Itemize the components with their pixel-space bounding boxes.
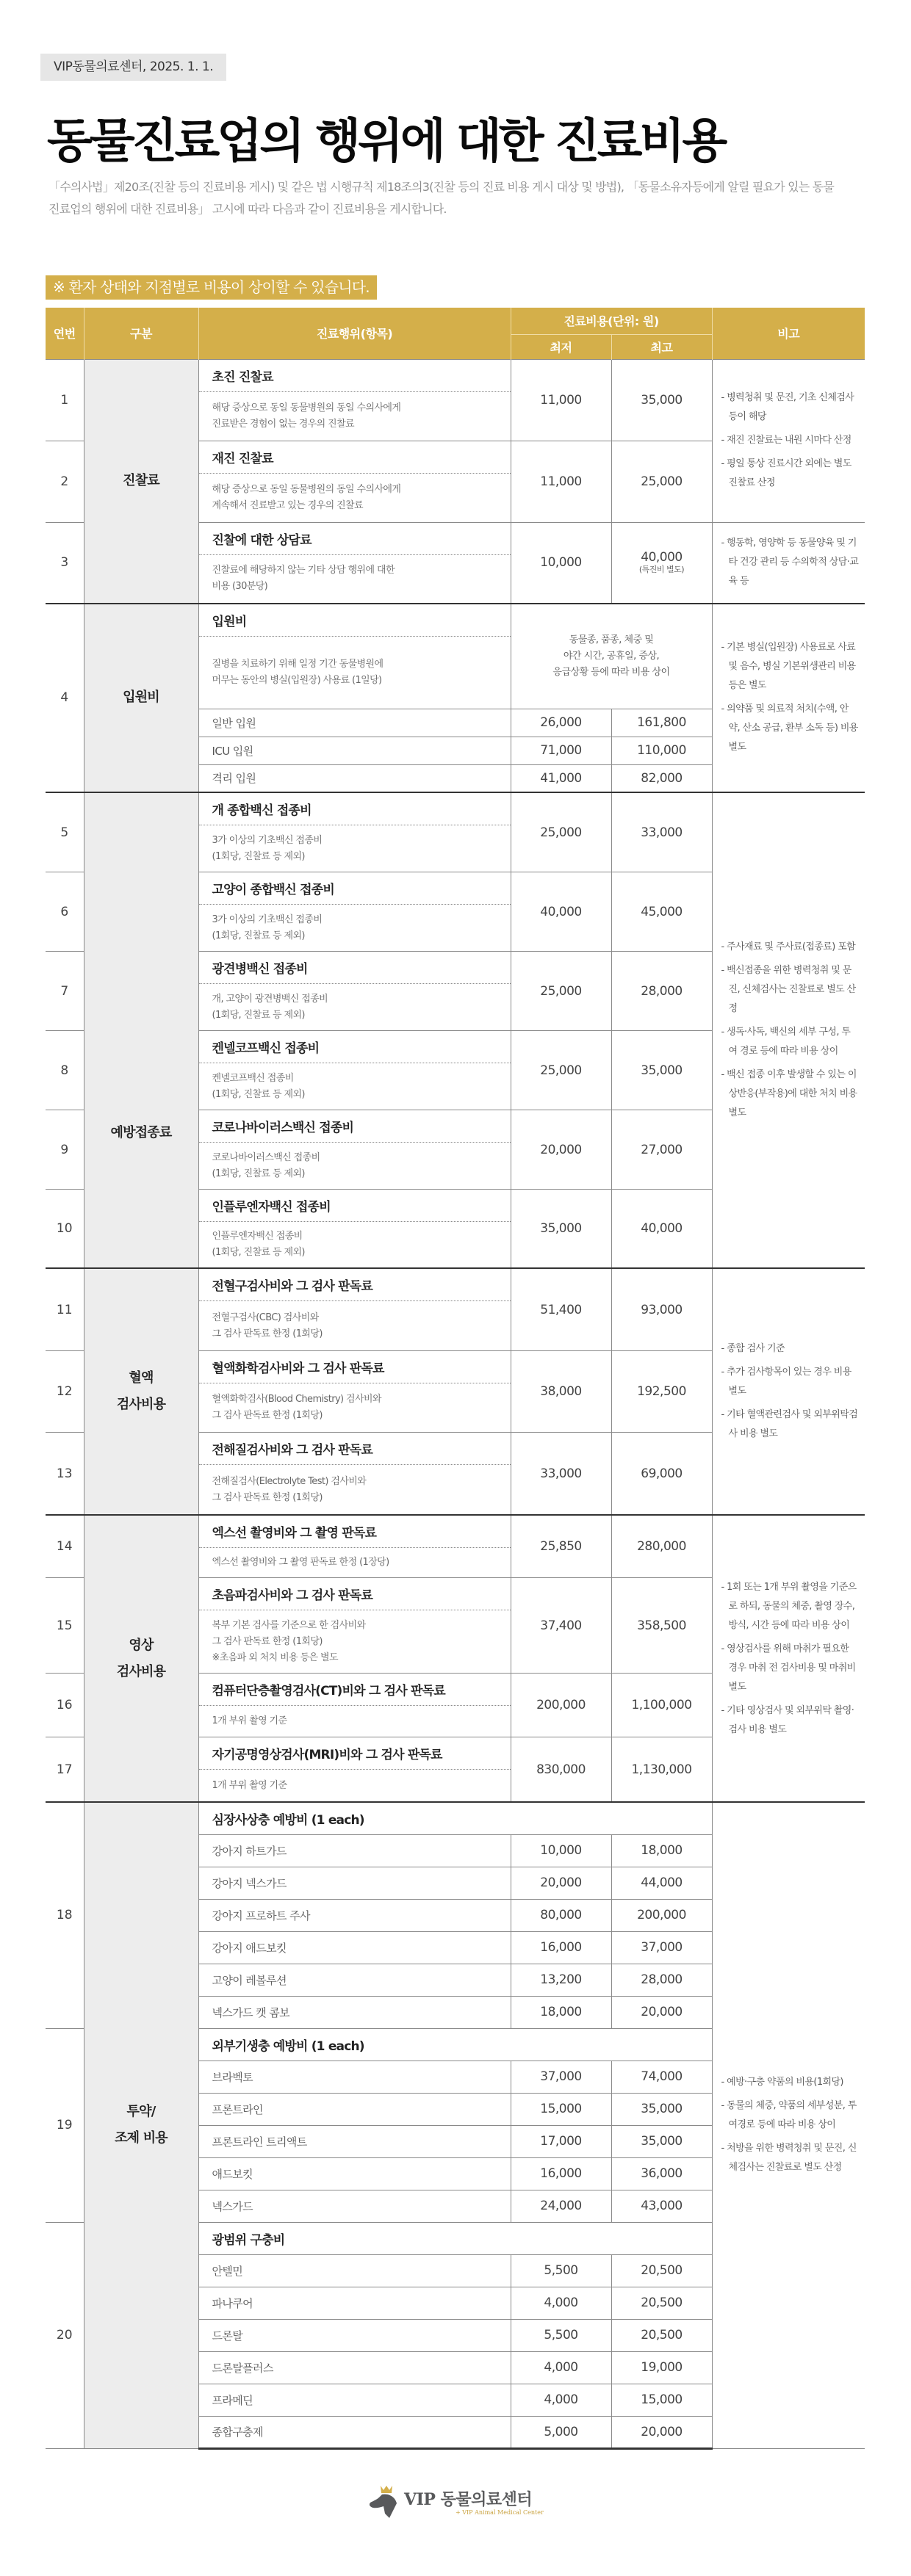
- max-cost: 161,800: [611, 709, 712, 737]
- sub-item-name: 안텔민: [198, 2254, 511, 2287]
- sub-item-name: 드론탈플러스: [198, 2351, 511, 2384]
- item-title: 진찰에 대한 상담료: [199, 523, 511, 555]
- min-cost: 16,000: [511, 2157, 611, 2190]
- min-cost: 11,000: [511, 441, 611, 522]
- max-cost: 37,000: [611, 1931, 712, 1964]
- logo-name: VIP 동물의료센터: [404, 2490, 533, 2509]
- item-title: 컴퓨터단층촬영검사(CT)비와 그 검사 판독료: [199, 1674, 511, 1706]
- remarks-cell: - 1회 또는 1개 부위 촬영을 기준으로 하되, 동물의 체중, 촬영 장수, 방식, 시간 등에 따라 비용 상이 - 영상검사를 위해 마취가 필요한 경우 마취 전 검사비용 및 마취비 별도 - 기타 영상검사 및 외부위탁 촬영·검사 비용 별도: [712, 1515, 865, 1802]
- max-cost: 358,500: [611, 1578, 712, 1674]
- sub-item-name: 드론탈: [198, 2319, 511, 2351]
- item-desc: 1개 부위 촬영 기준: [212, 1715, 287, 1726]
- item-desc: 엑스선 촬영비와 그 촬영 판독료 한정 (1장당): [212, 1557, 389, 1568]
- min-cost: 4,000: [511, 2384, 611, 2416]
- min-cost: 4,000: [511, 2351, 611, 2384]
- max-cost: 1,130,000: [611, 1737, 712, 1803]
- group-title: 심장사상충 예방비 (1 each): [198, 1802, 712, 1834]
- min-cost: 37,400: [511, 1578, 611, 1674]
- item-cell: [198, 1031, 511, 1110]
- remarks-cell: - 병력청취 및 문진, 기초 신체검사 등이 해당 - 재진 진찰료는 내원 시마다 산정 - 평일 통상 진료시간 외에는 별도 진찰료 산정: [712, 359, 865, 522]
- max-cost: 192,500: [611, 1351, 712, 1433]
- max-cost: 40,000 (특진비 별도): [611, 522, 712, 604]
- header-no: 연번: [46, 308, 84, 359]
- item-title: 고양이 종합백신 접종비: [199, 872, 511, 905]
- row-number: 13: [46, 1433, 84, 1516]
- sub-item-name: 일반 입원: [198, 709, 511, 737]
- item-cell: [198, 359, 511, 441]
- max-cost: 33,000: [611, 792, 712, 872]
- item-cell: [198, 1515, 511, 1578]
- min-cost: 51,400: [511, 1268, 611, 1351]
- row-number: 19: [46, 2028, 84, 2222]
- category-cell: 입원비: [84, 604, 198, 793]
- header-min: 최저: [511, 334, 611, 359]
- logo-subtitle: + VIP Animal Medical Center: [455, 2509, 544, 2516]
- row-number: 16: [46, 1674, 84, 1737]
- row-number: 10: [46, 1190, 84, 1269]
- notice-banner: ※ 환자 상태와 지점별로 비용이 상이할 수 있습니다.: [46, 275, 377, 300]
- header-max: 최고: [611, 334, 712, 359]
- row-number: 12: [46, 1351, 84, 1433]
- fee-table: [46, 308, 865, 2450]
- item-title: 켄넬코프백신 접종비: [199, 1031, 511, 1063]
- min-cost: 200,000: [511, 1674, 611, 1737]
- min-cost: 5,500: [511, 2319, 611, 2351]
- row-number: 4: [46, 604, 84, 793]
- min-cost: 40,000: [511, 872, 611, 952]
- item-cell: [198, 1578, 511, 1674]
- item-desc: 진찰료에 해당하지 않는 기타 상담 행위에 대한 비용 (30분당): [212, 565, 395, 592]
- header-item: 진료행위(항목): [198, 308, 511, 359]
- max-cost: 280,000: [611, 1515, 712, 1578]
- row-number: 5: [46, 792, 84, 872]
- item-cell: [198, 872, 511, 952]
- item-title: 혈액화학검사비와 그 검사 판독료: [199, 1351, 511, 1383]
- row-number: 15: [46, 1578, 84, 1674]
- min-cost: 20,000: [511, 1110, 611, 1190]
- table-row: [46, 359, 865, 441]
- min-cost: 35,000: [511, 1190, 611, 1269]
- sub-item-name: 강아지 하트가드: [198, 1834, 511, 1867]
- item-title: 코로나바이러스백신 접종비: [199, 1110, 511, 1143]
- item-desc: 켄넬코프백신 접종비 (1회당, 진찰료 등 제외): [212, 1072, 305, 1100]
- max-cost: 20,500: [611, 2254, 712, 2287]
- max-cost: 40,000: [611, 1190, 712, 1269]
- table-row: [46, 1268, 865, 1351]
- table-row: [46, 604, 865, 709]
- min-cost: 25,000: [511, 1031, 611, 1110]
- max-cost: 25,000: [611, 441, 712, 522]
- row-number: 14: [46, 1515, 84, 1578]
- max-cost: 27,000: [611, 1110, 712, 1190]
- max-cost: 93,000: [611, 1268, 712, 1351]
- max-cost: 35,000: [611, 1031, 712, 1110]
- max-cost: 20,500: [611, 2319, 712, 2351]
- row-number: 1: [46, 359, 84, 441]
- dog-crown-logo-icon: [367, 2484, 400, 2522]
- group-title-row: [46, 1802, 865, 1834]
- min-cost: 17,000: [511, 2125, 611, 2157]
- max-cost: 18,000: [611, 1834, 712, 1867]
- max-cost: 35,000: [611, 2093, 712, 2125]
- row-number: 8: [46, 1031, 84, 1110]
- row-number: 2: [46, 441, 84, 522]
- item-desc: 1개 부위 촬영 기준: [212, 1779, 287, 1791]
- item-cell: [198, 1268, 511, 1351]
- item-desc: 3가 이상의 기초백신 접종비 (1회당, 진찰료 등 제외): [212, 834, 323, 862]
- min-cost: 33,000: [511, 1433, 611, 1516]
- sub-item-name: 강아지 프로하트 주사: [198, 1899, 511, 1931]
- item-desc: 혈액화학검사(Blood Chemistry) 검사비와 그 검사 판독료 한정 (1회당): [212, 1394, 381, 1421]
- intro-text: 「수의사법」제20조(진찰 등의 진료비용 게시) 및 같은 법 시행규칙 제18조의3(진찰 등의 진료 비용 게시 대상 및 방법), 「동물소유자등에게 알릴 필요가 있는 동물진료업의 행위에 대한 진료비용」 고시에 따라 다음과 같이 진료비용을 게시합니다.: [48, 180, 834, 216]
- max-cost: 35,000: [611, 359, 712, 441]
- cost-range-note: 동물종, 품종, 체중 및 야간 시간, 공휴일, 증상, 응급상황 등에 따라 비용 상이: [511, 604, 712, 709]
- row-number: 3: [46, 522, 84, 604]
- max-cost: 20,500: [611, 2287, 712, 2319]
- min-cost: 4,000: [511, 2287, 611, 2319]
- footer-logo: [367, 2484, 558, 2522]
- max-cost: 200,000: [611, 1899, 712, 1931]
- category-cell: 투약/ 조제 비용: [84, 1802, 198, 2448]
- header-category: 구분: [84, 308, 198, 359]
- row-number: 6: [46, 872, 84, 952]
- item-title: 인플루엔자백신 접종비: [199, 1190, 511, 1222]
- max-cost: 1,100,000: [611, 1674, 712, 1737]
- max-cost: 43,000: [611, 2190, 712, 2222]
- category-cell: 예방접종료: [84, 792, 198, 1268]
- item-title: 전해질검사비와 그 검사 판독료: [199, 1433, 511, 1465]
- min-cost: 16,000: [511, 1931, 611, 1964]
- item-cell: [198, 1110, 511, 1190]
- item-cell: [198, 1351, 511, 1433]
- max-cost: 36,000: [611, 2157, 712, 2190]
- sub-item-name: 강아지 애드보킷: [198, 1931, 511, 1964]
- category-cell: 혈액 검사비용: [84, 1268, 198, 1515]
- special-fee-note: (특진비 별도): [638, 565, 685, 574]
- sub-item-name: 프론트라인 트리액트: [198, 2125, 511, 2157]
- min-cost: 5,500: [511, 2254, 611, 2287]
- item-desc: 3가 이상의 기초백신 접종비 (1회당, 진찰료 등 제외): [212, 913, 323, 941]
- sub-item-name: 파나쿠어: [198, 2287, 511, 2319]
- min-cost: 25,000: [511, 952, 611, 1031]
- max-cost: 19,000: [611, 2351, 712, 2384]
- item-cell: [198, 792, 511, 872]
- item-cell: [198, 1190, 511, 1269]
- sub-item-name: 넥스가드: [198, 2190, 511, 2222]
- remarks-cell: - 행동학, 영양학 등 동물양육 및 기타 건강 관리 등 수의학적 상담·교육 등: [712, 522, 865, 604]
- item-desc: 해당 증상으로 동일 동물병원의 동일 수의사에게 진료받은 경험이 없는 경우의 진찰료: [212, 402, 401, 430]
- min-cost: 41,000: [511, 764, 611, 792]
- min-cost: 11,000: [511, 359, 611, 441]
- min-cost: 830,000: [511, 1737, 611, 1803]
- ultrasound-footnote: ※초음파 외 처치 비용 등은 별도: [212, 1651, 338, 1663]
- item-title: 입원비: [199, 604, 511, 637]
- remarks-cell: - 종합 검사 기준 - 추가 검사항목이 있는 경우 비용 별도 - 기타 혈액관련검사 및 외부위탁검사 비용 별도: [712, 1268, 865, 1515]
- item-title: 재진 진찰료: [199, 441, 511, 474]
- row-number: 11: [46, 1268, 84, 1351]
- max-cost: 69,000: [611, 1433, 712, 1516]
- item-desc: 전혈구검사(CBC) 검사비와 그 검사 판독료 한정 (1회당): [212, 1311, 323, 1339]
- item-title: 초진 진찰료: [199, 360, 511, 392]
- item-cell: [198, 1674, 511, 1737]
- min-cost: 20,000: [511, 1867, 611, 1899]
- item-cell: [198, 952, 511, 1031]
- group-title: 광범위 구충비: [198, 2222, 712, 2254]
- item-title: 자기공명영상검사(MRI)비와 그 검사 판독료: [199, 1737, 511, 1770]
- sub-item-name: 브라벡토: [198, 2061, 511, 2093]
- min-cost: 13,200: [511, 1964, 611, 1996]
- sub-item-name: 프론트라인: [198, 2093, 511, 2125]
- sub-item-name: 고양이 레볼루션: [198, 1964, 511, 1996]
- min-cost: 80,000: [511, 1899, 611, 1931]
- min-cost: 25,850: [511, 1515, 611, 1578]
- item-title: 엑스선 촬영비와 그 촬영 판독료: [199, 1516, 511, 1548]
- item-cell: [198, 1737, 511, 1803]
- item-title: 초음파검사비와 그 검사 판독료: [199, 1578, 511, 1610]
- item-cell: [198, 1433, 511, 1516]
- max-cost: 74,000: [611, 2061, 712, 2093]
- table-row: [46, 792, 865, 872]
- page-title: 동물진료업의 행위에 대한 진료비용: [47, 115, 725, 169]
- row-number: 7: [46, 952, 84, 1031]
- sub-item-name: 격리 입원: [198, 764, 511, 792]
- sub-item-name: 넥스가드 캣 콤보: [198, 1996, 511, 2028]
- item-desc: 해당 증상으로 동일 동물병원의 동일 수의사에게 계속해서 진료받고 있는 경우의 진찰료: [212, 483, 401, 511]
- sub-item-name: ICU 입원: [198, 737, 511, 764]
- item-cell: [198, 604, 511, 709]
- remarks-cell: - 예방·구충 약품의 비용(1회당) - 동물의 체중, 약품의 세부성분, 투여경로 등에 따라 비용 상이 - 처방을 위한 병력청취 및 문진, 신체검사는 진찰료로 별도 산정: [712, 1802, 865, 2448]
- max-cost: 110,000: [611, 737, 712, 764]
- item-desc: 개, 고양이 광견병백신 접종비 (1회당, 진찰료 등 제외): [212, 993, 328, 1021]
- min-cost: 38,000: [511, 1351, 611, 1433]
- table-row: [46, 1515, 865, 1578]
- min-cost: 26,000: [511, 709, 611, 737]
- max-cost: 20,000: [611, 2416, 712, 2448]
- max-cost: 45,000: [611, 872, 712, 952]
- row-number: 9: [46, 1110, 84, 1190]
- row-number: 20: [46, 2222, 84, 2448]
- min-cost: 25,000: [511, 792, 611, 872]
- min-cost: 37,000: [511, 2061, 611, 2093]
- item-desc: 코로나바이러스백신 접종비 (1회당, 진찰료 등 제외): [212, 1151, 320, 1179]
- date-badge: VIP동물의료센터, 2025. 1. 1.: [40, 54, 226, 81]
- max-cost: 44,000: [611, 1867, 712, 1899]
- remarks-cell: - 기본 병실(입원장) 사용료로 사료 및 음수, 병실 기본위생관리 비용 등은 별도 - 의약품 및 의료적 처치(수액, 안약, 산소 공급, 환부 소독 등) 비용 별도: [712, 604, 865, 793]
- min-cost: 15,000: [511, 2093, 611, 2125]
- category-cell: 영상 검사비용: [84, 1515, 198, 1802]
- sub-item-name: 프라메딘: [198, 2384, 511, 2416]
- max-cost: 28,000: [611, 952, 712, 1031]
- sub-item-name: 강아지 넥스가드: [198, 1867, 511, 1899]
- max-cost: 20,000: [611, 1996, 712, 2028]
- group-title: 외부기생충 예방비 (1 each): [198, 2028, 712, 2061]
- item-title: 전혈구검사비와 그 검사 판독료: [199, 1269, 511, 1301]
- sub-item-name: 종합구충제: [198, 2416, 511, 2448]
- item-cell: [198, 522, 511, 604]
- item-title: 개 종합백신 접종비: [199, 793, 511, 825]
- item-desc: 인플루엔자백신 접종비 (1회당, 진찰료 등 제외): [212, 1231, 305, 1258]
- min-cost: 10,000: [511, 1834, 611, 1867]
- max-cost: 35,000: [611, 2125, 712, 2157]
- item-desc: 질병을 치료하기 위해 일정 기간 동물병원에 머무는 동안의 병실(입원장) 사용료 (1일당): [212, 658, 384, 686]
- item-desc: 전해질검사(Electrolyte Test) 검사비와 그 검사 판독료 한정 (1회당): [212, 1475, 367, 1503]
- row-number: 18: [46, 1802, 84, 2028]
- max-cost: 82,000: [611, 764, 712, 792]
- item-desc: 복부 기본 검사를 기준으로 한 검사비와 그 검사 판독료 한정 (1회당) ※초음파 외 처치 비용 등은 별도: [212, 1619, 366, 1663]
- min-cost: 24,000: [511, 2190, 611, 2222]
- max-cost: 28,000: [611, 1964, 712, 1996]
- item-title: 광견병백신 접종비: [199, 952, 511, 984]
- header-cost: 진료비용(단위: 원): [511, 308, 712, 334]
- max-cost: 15,000: [611, 2384, 712, 2416]
- header-note: 비고: [712, 308, 865, 359]
- category-cell: 진찰료: [84, 359, 198, 604]
- min-cost: 71,000: [511, 737, 611, 764]
- remarks-cell: - 주사재료 및 주사료(접종료) 포함 - 백신접종을 위한 병력청취 및 문진, 신체검사는 진찰료로 별도 산정 - 생독·사독, 백신의 세부 구성, 투여 경로 등에 따라 비용 상이 - 백신 접종 이후 발생할 수 있는 이상반응(부작용)에 대한 처치 비용 별도: [712, 792, 865, 1268]
- row-number: 17: [46, 1737, 84, 1803]
- item-cell: [198, 441, 511, 522]
- min-cost: 18,000: [511, 1996, 611, 2028]
- min-cost: 5,000: [511, 2416, 611, 2448]
- min-cost: 10,000: [511, 522, 611, 604]
- sub-item-name: 애드보킷: [198, 2157, 511, 2190]
